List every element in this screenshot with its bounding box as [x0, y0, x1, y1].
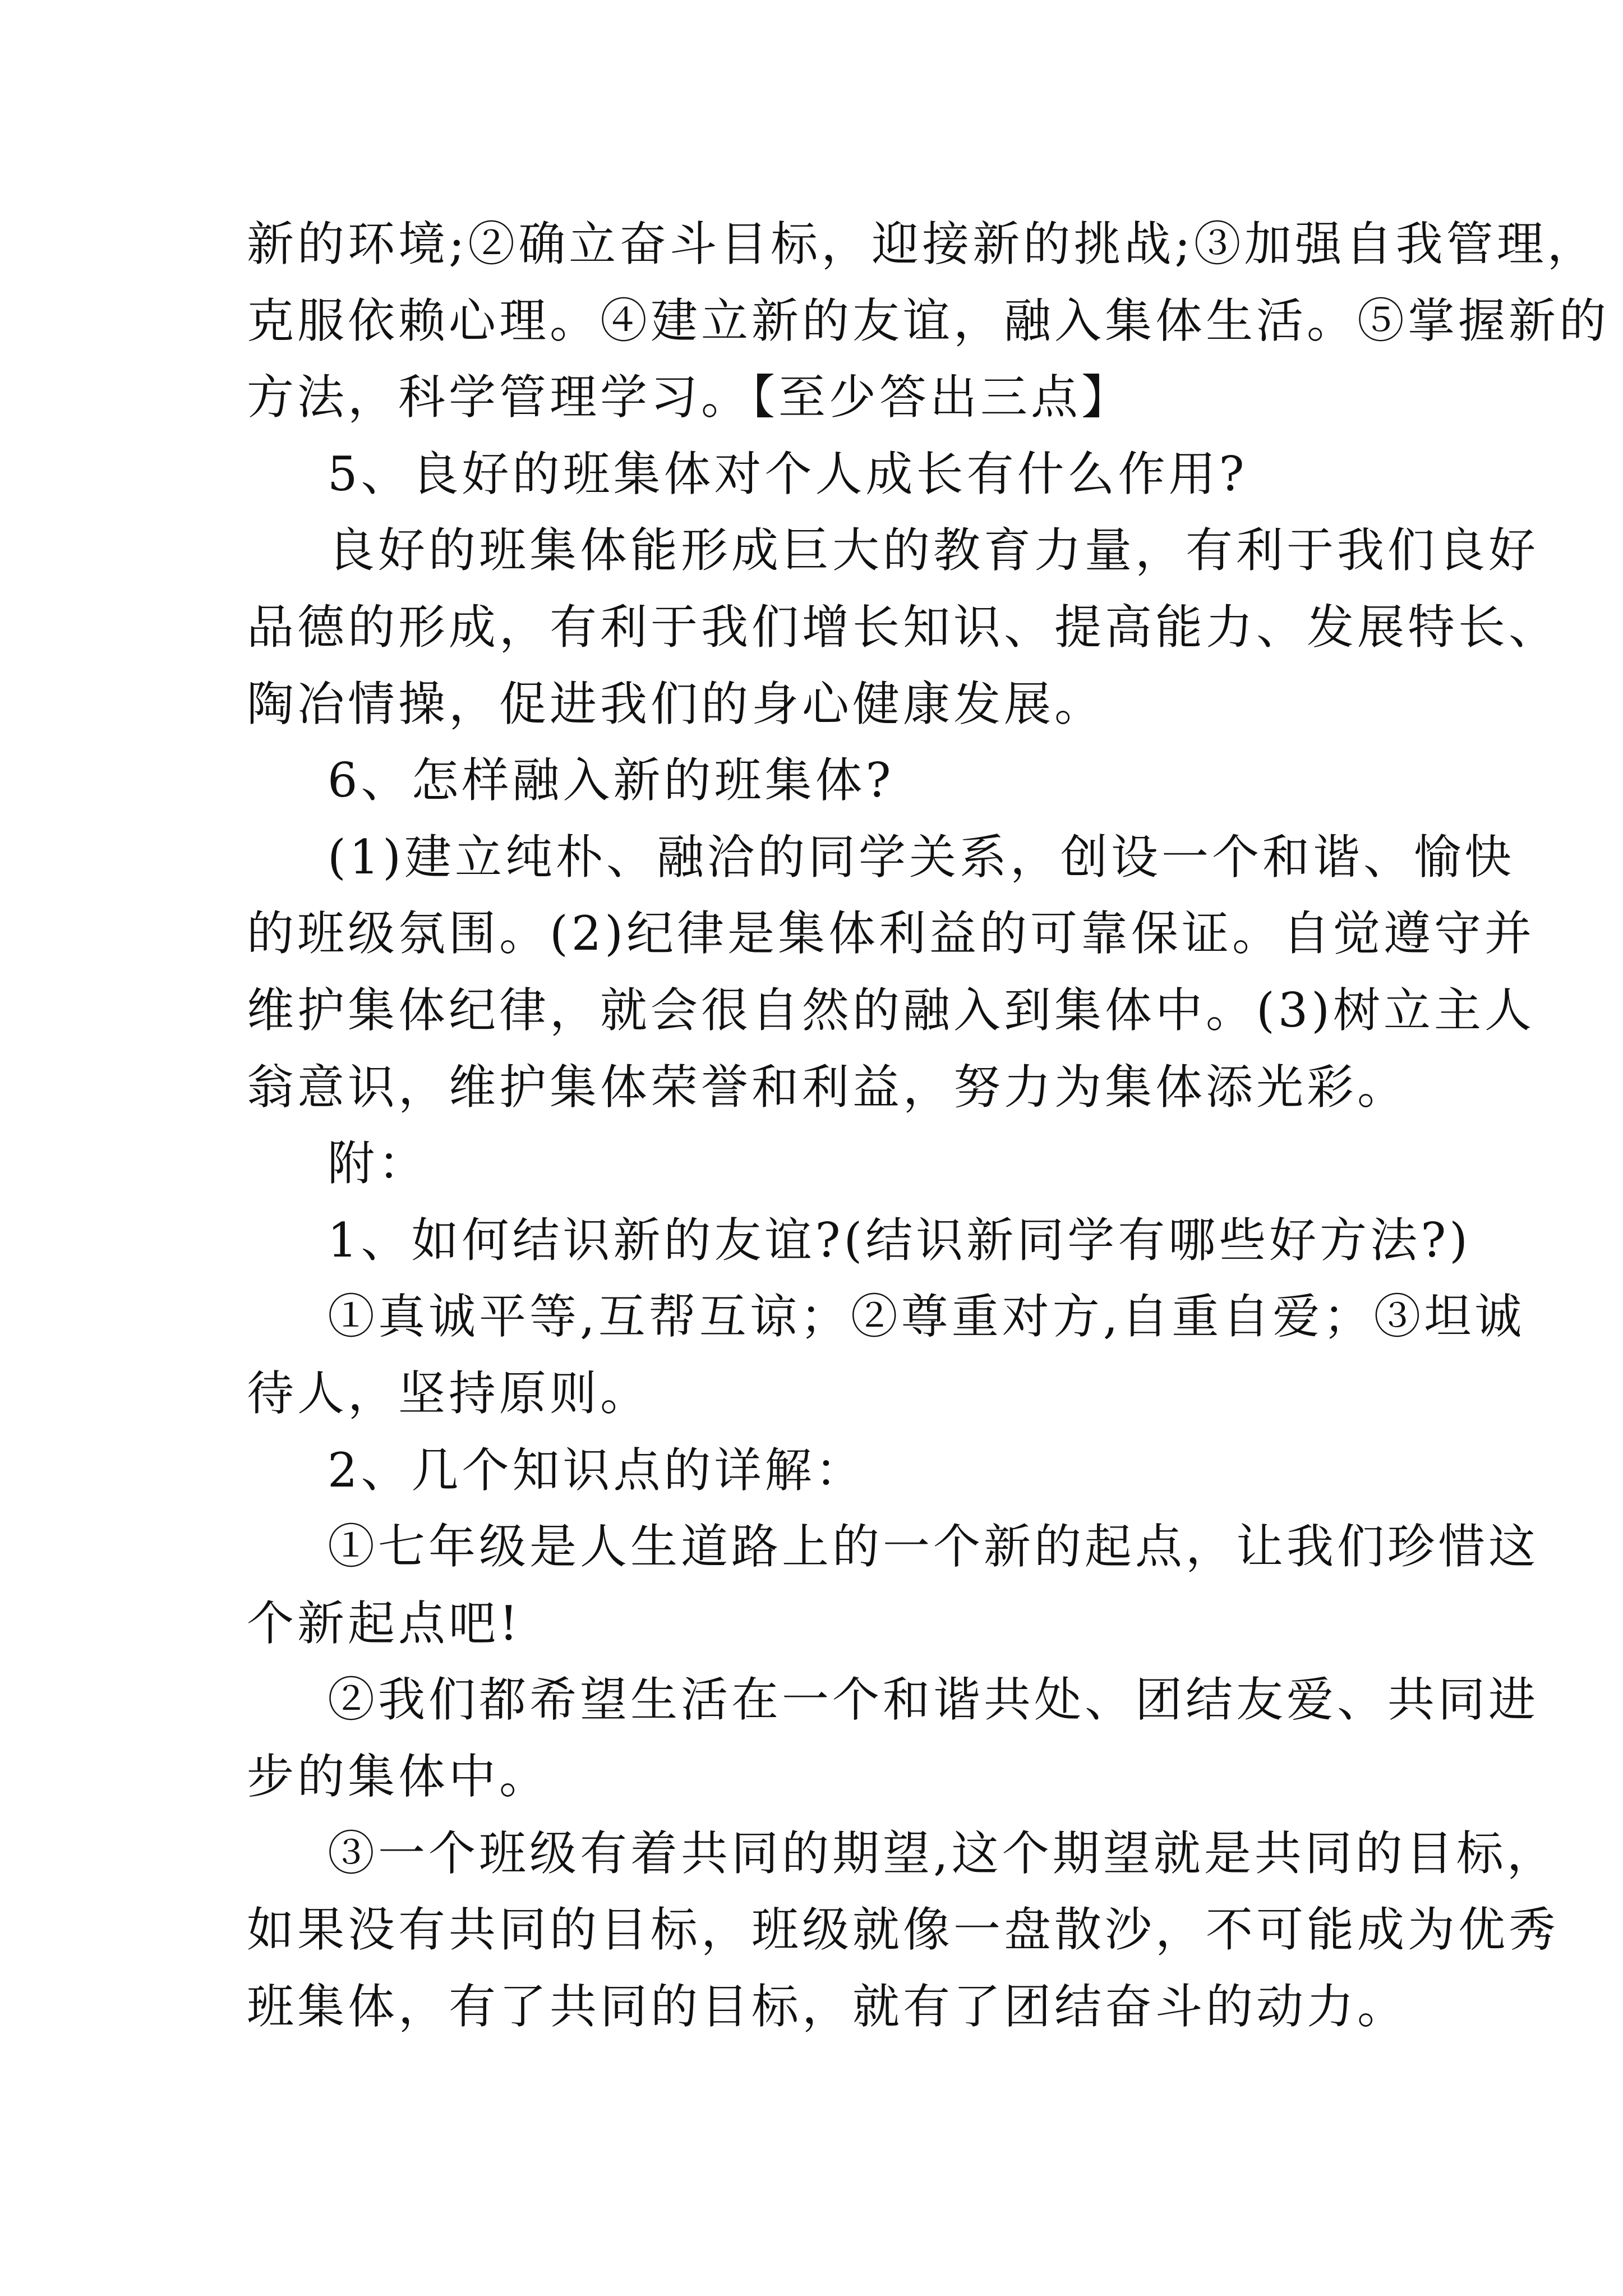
paragraph-line: ③一个班级有着共同的期望,这个期望就是共同的目标，: [328, 1826, 1557, 1881]
paragraph-line: 克服依赖心理。④建立新的友谊，融入集体生活。⑤掌握新的: [247, 293, 1610, 348]
question-heading: 5、良好的班集体对个人成长有什么作用?: [328, 447, 1248, 501]
paragraph-line: 良好的班集体能形成巨大的教育力量，有利于我们良好: [328, 523, 1539, 578]
paragraph-line: ①真诚平等,互帮互谅；②尊重对方,自重自爱；③坦诚: [328, 1289, 1525, 1344]
paragraph-line: ①七年级是人生道路上的一个新的起点，让我们珍惜这: [328, 1519, 1539, 1574]
paragraph-line: (1)建立纯朴、融洽的同学关系，创设一个和谐、愉快: [328, 830, 1515, 885]
paragraph-line: ②我们都希望生活在一个和谐共处、团结友爱、共同进: [328, 1672, 1539, 1727]
paragraph-line: 班集体，有了共同的目标，就有了团结奋斗的动力。: [247, 1979, 1408, 2034]
appendix-heading: 附：: [328, 1136, 429, 1191]
paragraph-line: 翁意识，维护集体荣誉和利益，努力为集体添光彩。: [247, 1060, 1408, 1115]
paragraph-line: 新的环境;②确立奋斗目标，迎接新的挑战;③加强自我管理，: [247, 217, 1598, 272]
paragraph-line: 品德的形成，有利于我们增长知识、提高能力、发展特长、: [247, 600, 1560, 655]
paragraph-line: 的班级氛围。(2)纪律是集体利益的可靠保证。自觉遵守并: [247, 906, 1535, 961]
question-heading: 1、如何结识新的友谊?(结识新同学有哪些好方法?): [328, 1213, 1472, 1268]
paragraph-line: 方法，科学管理学习。【至少答出三点】: [247, 370, 1132, 425]
question-heading: 6、怎样融入新的班集体?: [328, 753, 895, 808]
paragraph-line: 步的集体中。: [247, 1749, 550, 1804]
paragraph-line: 个新起点吧!: [247, 1596, 522, 1651]
paragraph-line: 待人，坚持原则。: [247, 1366, 651, 1421]
question-heading: 2、几个知识点的详解：: [328, 1443, 866, 1498]
paragraph-line: 如果没有共同的目标，班级就像一盘散沙，不可能成为优秀: [247, 1902, 1560, 1957]
paragraph-line: 维护集体纪律，就会很自然的融入到集体中。(3)树立主人: [247, 983, 1535, 1038]
paragraph-line: 陶冶情操，促进我们的身心健康发展。: [247, 677, 1105, 731]
